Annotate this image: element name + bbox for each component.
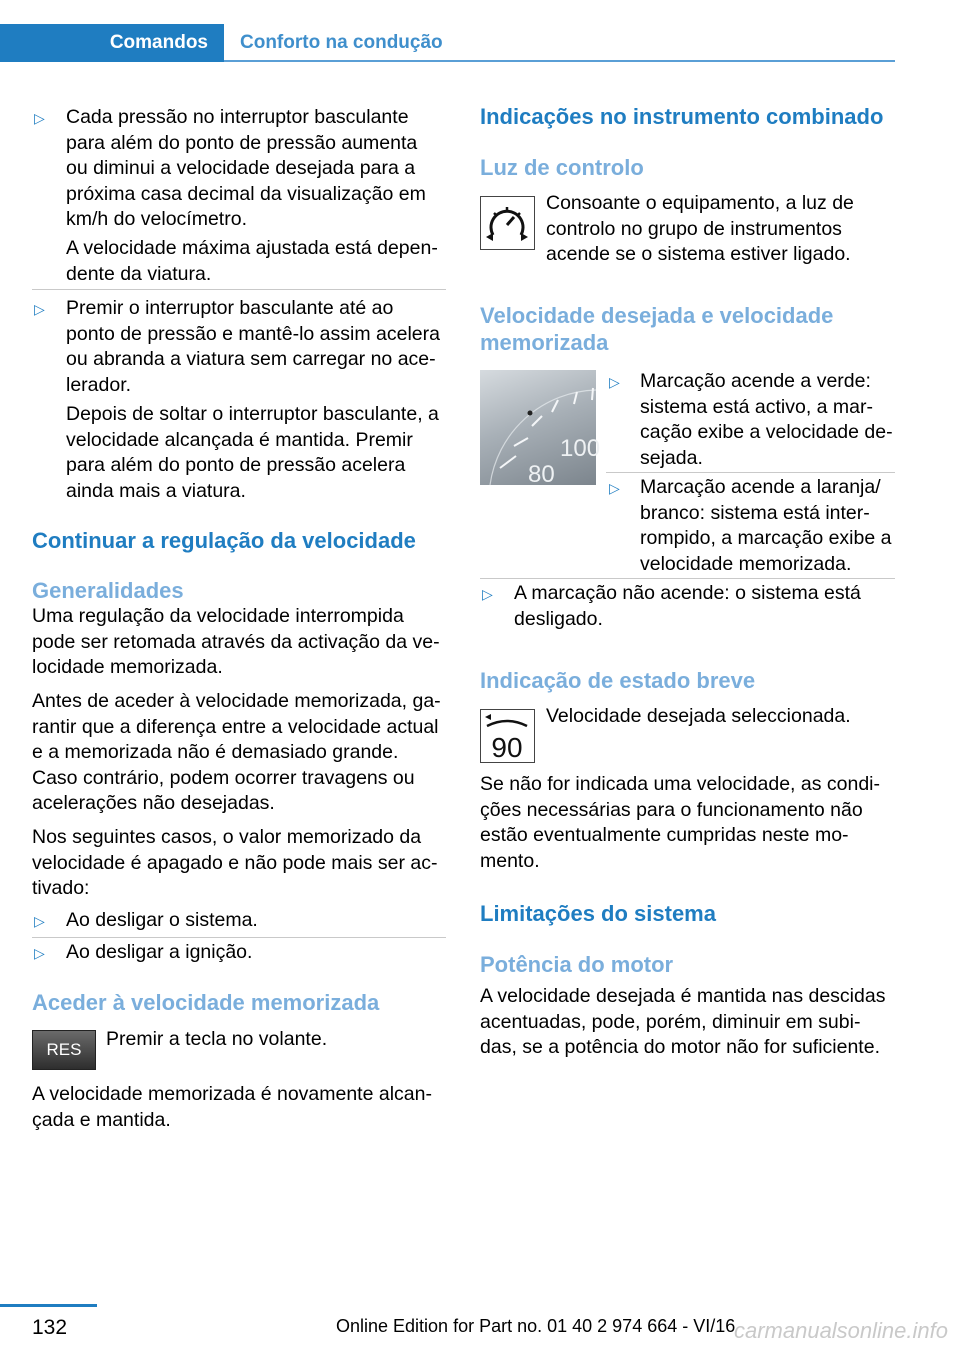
separator bbox=[606, 472, 895, 473]
heading-status: Indicação de estado breve bbox=[480, 668, 756, 693]
bullet-text: A marcação não acende: o sistema está desligado. bbox=[514, 582, 861, 630]
watermark: carmanualsonline.info bbox=[733, 1318, 948, 1343]
separator bbox=[32, 289, 446, 290]
control-text: Consoante o equipamento, a luz de controlo no grupo de instrumentos acende se o sistema estiver ligado. bbox=[546, 192, 854, 265]
status-text: Velocidade desejada seleccionada. bbox=[546, 705, 851, 727]
triangle-bullet-icon: ▷ bbox=[34, 913, 45, 929]
triangle-bullet-icon: ▷ bbox=[34, 301, 45, 317]
page-number: 132 bbox=[32, 1316, 68, 1339]
speedo-label-80: 80 bbox=[528, 461, 555, 488]
speedometer-image bbox=[480, 370, 601, 488]
heading-control-light: Luz de controlo bbox=[480, 155, 644, 180]
bullet-text: Ao desligar a ignição. bbox=[66, 941, 253, 963]
heading-desired-speed: Velocidade desejada e velocidade memorizada bbox=[480, 303, 834, 355]
bullet-text: Marcação acende a verde: sistema está activo, a mar- cação exibe a velocidade de- sejada. bbox=[640, 370, 893, 469]
paragraph: A velocidade desejada é mantida nas descidas acentuadas, pode, porém, diminuir em subi- das, se a potência do motor não for suficiente. bbox=[480, 985, 886, 1058]
speed-status-icon bbox=[480, 709, 535, 763]
res-text: Premir a tecla no volante. bbox=[106, 1028, 328, 1050]
heading-access: Aceder à velocidade memorizada bbox=[32, 990, 380, 1015]
triangle-bullet-icon: ▷ bbox=[482, 586, 493, 602]
header-tab-bar bbox=[0, 24, 895, 62]
bullet-text: Cada pressão no interruptor basculante para além do ponto de pressão aumenta ou diminui a velocidade desejada para a próxima casa decimal da visualização em km/h do velocímetro. bbox=[66, 106, 426, 230]
header-divider bbox=[224, 60, 895, 62]
heading-indications: Indicações no instrumento combinado bbox=[480, 104, 884, 129]
heading-engine-power: Potência do motor bbox=[480, 952, 674, 977]
bullet-subtext: Depois de soltar o interruptor basculante, a velocidade alcançada é mantida. Premir para além do ponto de pressão acelera ainda mais a viatura. bbox=[66, 403, 439, 502]
speedo-label-100: 100 bbox=[560, 435, 601, 462]
bullet-text: Premir o interruptor basculante até ao ponto de pressão e mantê-lo assim acelera ou abranda a viatura sem carregar no ace- lerador. bbox=[66, 297, 440, 396]
bullet-subtext: A velocidade máxima ajustada está depen- dente da viatura. bbox=[66, 237, 438, 285]
paragraph: Nos seguintes casos, o valor memorizado da velocidade é apagado e não pode mais ser ac- tivado: bbox=[32, 826, 438, 899]
triangle-bullet-icon: ▷ bbox=[609, 480, 620, 496]
footer-accent-line bbox=[0, 1304, 97, 1307]
footer-edition: Online Edition for Part no. 01 40 2 974 664 - VI/16 bbox=[336, 1316, 736, 1336]
paragraph: A velocidade memorizada é novamente alcan- çada e mantida. bbox=[32, 1083, 432, 1131]
bullet-text: Ao desligar o sistema. bbox=[66, 909, 258, 931]
res-button-icon: RES bbox=[32, 1030, 96, 1070]
heading-continue: Continuar a regulação da velocidade bbox=[32, 528, 416, 553]
status-icon-value: 90 bbox=[491, 732, 523, 763]
tab-conforto[interactable]: Conforto na condução bbox=[240, 32, 443, 53]
triangle-bullet-icon: ▷ bbox=[34, 110, 45, 126]
tab-comandos[interactable]: Comandos bbox=[0, 24, 224, 62]
paragraph: Antes de aceder à velocidade memorizada, ga- rantir que a diferença entre a velocidade actual e a memorizada não é demasiado grande. Caso contrário, podem ocorrer travagens ou acelerações não desejadas. bbox=[32, 690, 441, 814]
paragraph: Uma regulação da velocidade interrompida pode ser retomada através da activação da ve- locidade memorizada. bbox=[32, 605, 440, 678]
paragraph: Se não for indicada uma velocidade, as condi- ções necessárias para o funcionamento não estão eventualmente cumpridas neste mo- mento. bbox=[480, 773, 880, 872]
heading-general: Generalidades bbox=[32, 578, 184, 603]
heading-limits: Limitações do sistema bbox=[480, 901, 716, 926]
bullet-text: Marcação acende a laranja/ branco: sistema está inter- rompido, a marcação exibe a velocidade memorizada. bbox=[640, 476, 892, 575]
triangle-bullet-icon: ▷ bbox=[609, 374, 620, 390]
triangle-bullet-icon: ▷ bbox=[34, 945, 45, 961]
separator bbox=[480, 578, 895, 579]
cruise-control-icon bbox=[480, 196, 535, 250]
separator bbox=[32, 937, 446, 938]
